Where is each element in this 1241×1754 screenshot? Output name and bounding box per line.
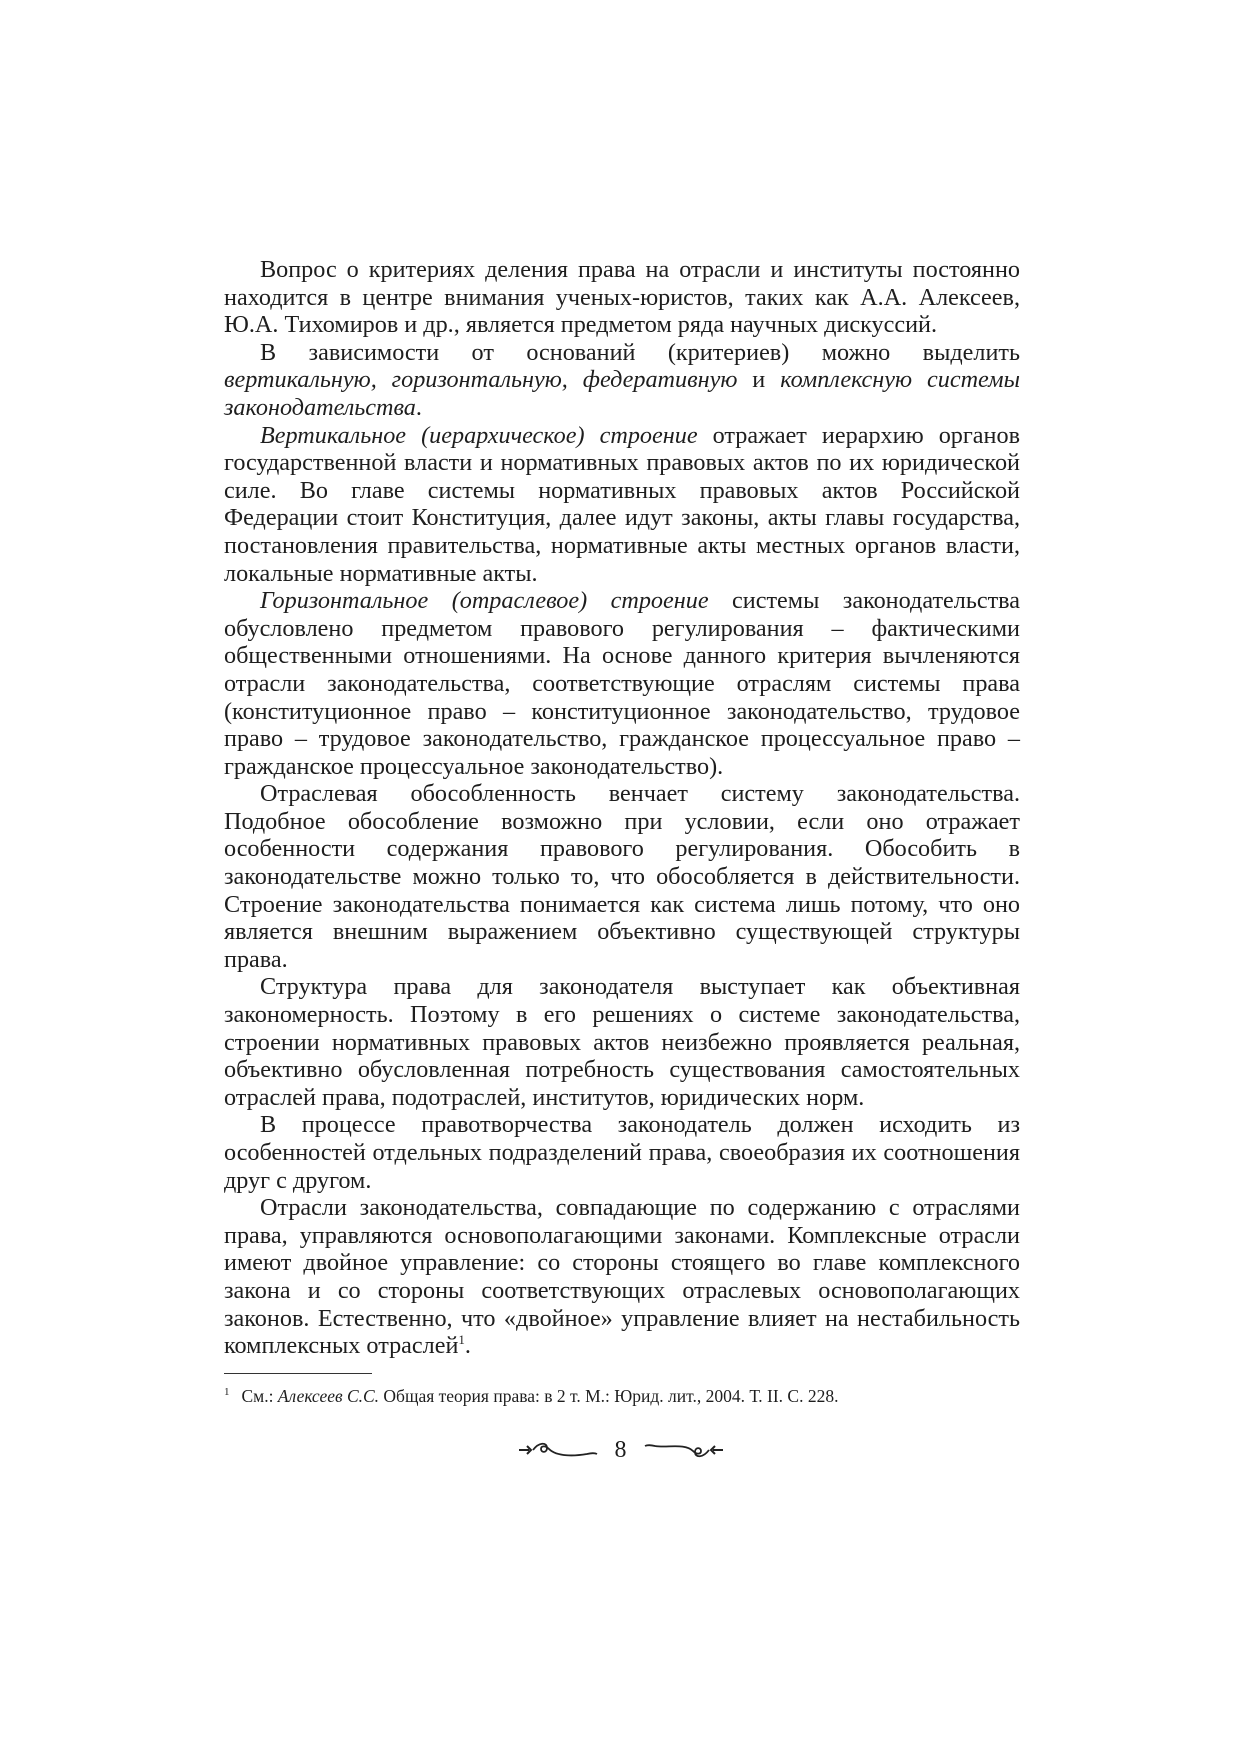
text-run: Структура права для законодателя выступает как объективная закономерность. Поэтому в его решениях о системе законодательства, строении нормативных правовых актов неизбежно проявляется реальная, объективно обусловленная потребность существования самостоятельных отраслей права, подотраслей, институтов, юридических норм. [224, 973, 1020, 1111]
footnote-divider [224, 1373, 372, 1374]
text-run: Отраслевая обособленность венчает систему законодательства. Подобное обособление возможно при условии, если оно отражает особенности содержания правового регулирования. Обособить в законодательстве можно только то, что обособляется в действительности. Строение законодательства понимается как система лишь потому, что оно является внешним выражением объективно существующей структуры права. [224, 780, 1020, 973]
text-run: и [737, 366, 781, 394]
text-run: Вопрос о критериях деления права на отрасли и институты постоянно находится в центре внимания ученых-юристов, таких как А.А. Алексеев, Ю.А. Тихомиров и др., является предметом ряда научных дискуссий. [224, 256, 1020, 339]
footnote-reference: 1 [458, 1332, 465, 1348]
italic-term: Вертикальное (иерархическое) строение [260, 421, 698, 449]
body-paragraph [224, 422, 1020, 588]
flourish-ornament-left-icon [517, 1438, 601, 1462]
page-number: 8 [614, 1437, 627, 1463]
page-footer [0, 1430, 1241, 1470]
body-paragraph [224, 1194, 1020, 1360]
body-paragraph [224, 1111, 1020, 1194]
italic-term: комплексную системы законодательства [224, 366, 1020, 421]
body-paragraph [224, 256, 1020, 339]
main-text [224, 256, 1020, 1360]
text-run: В процессе правотворчества законодатель должен исходить из особенностей отдельных подразделений права, своеобразия их соотношения друг с другом. [224, 1111, 1020, 1194]
body-paragraph [224, 780, 1020, 973]
text-run: . [464, 1332, 471, 1360]
body-paragraph [224, 973, 1020, 1111]
text-run: отражает иерархию органов государственной власти и нормативных правовых актов по их юридической силе. Во главе системы нормативных правовых актов Российской Федерации стоит Конституция, далее идут законы, акты главы государства, постановления правительства, нормативные акты местных органов власти, локальные нормативные акты. [224, 421, 1020, 587]
footnote-mark: 1 [224, 1386, 230, 1399]
text-run: системы законодательства обусловлено предметом правового регулирования – фактическими общественными отношениями. На основе данного критерия вычленяются отрасли законодательства, соответствующие отраслям системы права (конституционное право – конституционное законодательство, трудовое право – трудовое законодательство, гражданское процессуальное право – гражданское процессуальное законодательство). [224, 587, 1020, 780]
flourish-ornament-right-icon [641, 1438, 725, 1462]
footnote [224, 1385, 1020, 1407]
footnote-source: Общая теория права: в 2 т. М.: Юрид. лит., 2004. Т. II. С. 228. [379, 1386, 839, 1406]
footnote-author: Алексеев С.С. [277, 1386, 380, 1406]
text-run: Отрасли законодательства, совпадающие по содержанию с отраслями права, управляются основополагающими законами. Комплексные отрасли имеют двойное управление: со стороны стоящего во главе комплексного закона и со стороны соответствующих отраслевых основополагающих законов. Естественно, что «двойное» управление влияет на нестабильность комплексных отраслей [224, 1194, 1020, 1360]
text-run: В зависимости от оснований (критериев) можно выделить [260, 338, 1020, 366]
text-run: . [415, 393, 422, 421]
italic-term: Горизонтальное (отраслевое) строение [260, 587, 709, 615]
body-paragraph [224, 339, 1020, 422]
body-paragraph [224, 587, 1020, 780]
italic-term: вертикальную, горизонтальную, федеративную [224, 366, 738, 394]
footnote-prefix: См.: [241, 1386, 278, 1406]
